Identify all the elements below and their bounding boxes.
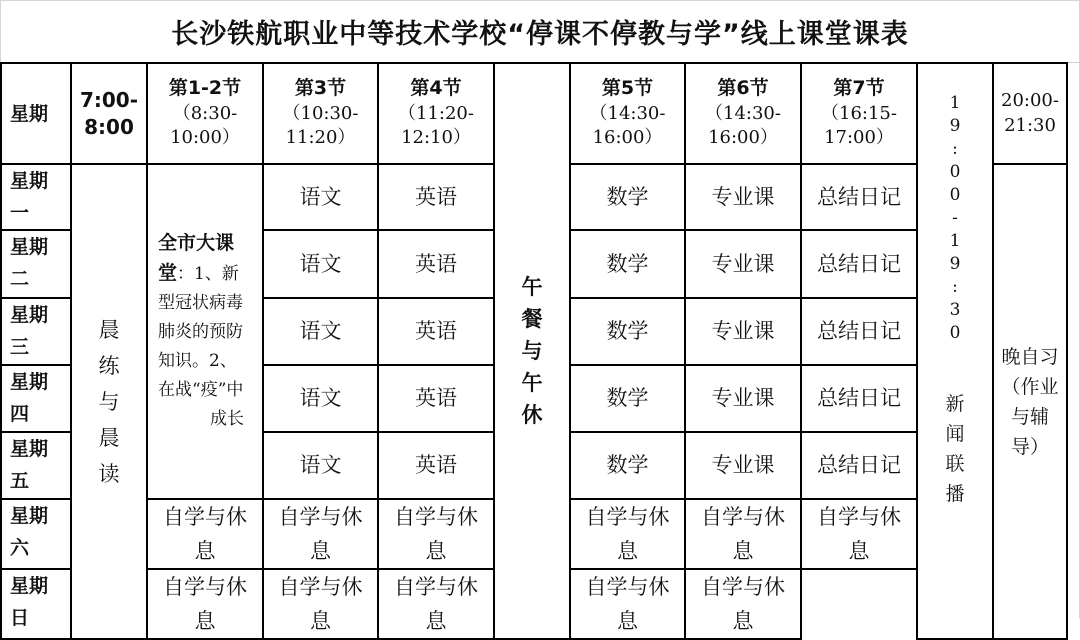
cell-diary: 总结日记 (801, 298, 917, 365)
cell-math: 数学 (570, 230, 685, 298)
cell-chinese: 语文 (263, 365, 378, 432)
city-class-cell: 全市大课 堂：1、新 型冠状病毒 肺炎的预防 知识。2、 在战“疫”中 成长 (147, 164, 263, 499)
cell-chinese: 语文 (263, 230, 378, 298)
cell-english: 英语 (378, 164, 494, 230)
day-label: 星期 一 (1, 164, 71, 230)
cell-diary: 总结日记 (801, 365, 917, 432)
header-period-1-2: 第1-2节 （8:30- 10:00） (147, 63, 263, 164)
cell-self-study: 自学与休 息 (801, 499, 917, 569)
cell-chinese: 语文 (263, 432, 378, 499)
cell-self-study: 自学与休 息 (685, 499, 801, 569)
cell-self-study: 自学与休 息 (263, 499, 378, 569)
news-broadcast-cell: 1 9 : 0 0 - 1 9 : 3 0 新 闻 联 播 (917, 63, 993, 639)
day-label: 星期 日 (1, 569, 71, 639)
cell-major: 专业课 (685, 298, 801, 365)
day-label: 星期 三 (1, 298, 71, 365)
cell-self-study: 自学与休 息 (378, 569, 494, 639)
header-period-3: 第3节 （10:30- 11:20） (263, 63, 378, 164)
cell-self-study: 自学与休 息 (570, 499, 685, 569)
schedule-title: 长沙铁航职业中等技术学校“停课不停教与学”线上课堂课表 (0, 0, 1080, 63)
cell-chinese: 语文 (263, 164, 378, 230)
cell-self-study: 自学与休 息 (147, 499, 263, 569)
cell-chinese: 语文 (263, 298, 378, 365)
day-label: 星期 六 (1, 499, 71, 569)
evening-study-cell: 晚自习 （作业 与辅 导） (993, 164, 1067, 639)
cell-diary: 总结日记 (801, 432, 917, 499)
header-period-7: 第7节 （16:15- 17:00） (801, 63, 917, 164)
day-label: 星期 四 (1, 365, 71, 432)
cell-english: 英语 (378, 298, 494, 365)
lunch-break-cell: 午 餐 与 午 休 (494, 63, 570, 639)
cell-self-study: 自学与休 息 (147, 569, 263, 639)
day-label: 星期 二 (1, 230, 71, 298)
cell-diary: 总结日记 (801, 230, 917, 298)
cell-major: 专业课 (685, 230, 801, 298)
cell-major: 专业课 (685, 432, 801, 499)
cell-english: 英语 (378, 365, 494, 432)
header-day: 星期 (1, 63, 71, 164)
morning-reading-cell: 晨 练 与 晨 读 (71, 164, 147, 639)
schedule-table (0, 62, 1068, 640)
header-period-6: 第6节 （14:30- 16:00） (685, 63, 801, 164)
header-row (1, 63, 1067, 164)
cell-math: 数学 (570, 298, 685, 365)
header-period-5: 第5节 （14:30- 16:00） (570, 63, 685, 164)
cell-math: 数学 (570, 432, 685, 499)
cell-math: 数学 (570, 164, 685, 230)
header-evening: 20:00- 21:30 (993, 63, 1067, 164)
header-period-4: 第4节 （11:20- 12:10） (378, 63, 494, 164)
cell-major: 专业课 (685, 164, 801, 230)
cell-self-study: 自学与休 息 (570, 569, 685, 639)
header-early: 7:00- 8:00 (71, 63, 147, 164)
cell-self-study: 自学与休 息 (263, 569, 378, 639)
cell-major: 专业课 (685, 365, 801, 432)
cell-self-study: 自学与休 息 (685, 569, 801, 639)
cell-english: 英语 (378, 432, 494, 499)
day-label: 星期 五 (1, 432, 71, 499)
cell-self-study: 自学与休 息 (378, 499, 494, 569)
cell-math: 数学 (570, 365, 685, 432)
cell-english: 英语 (378, 230, 494, 298)
cell-diary: 总结日记 (801, 164, 917, 230)
